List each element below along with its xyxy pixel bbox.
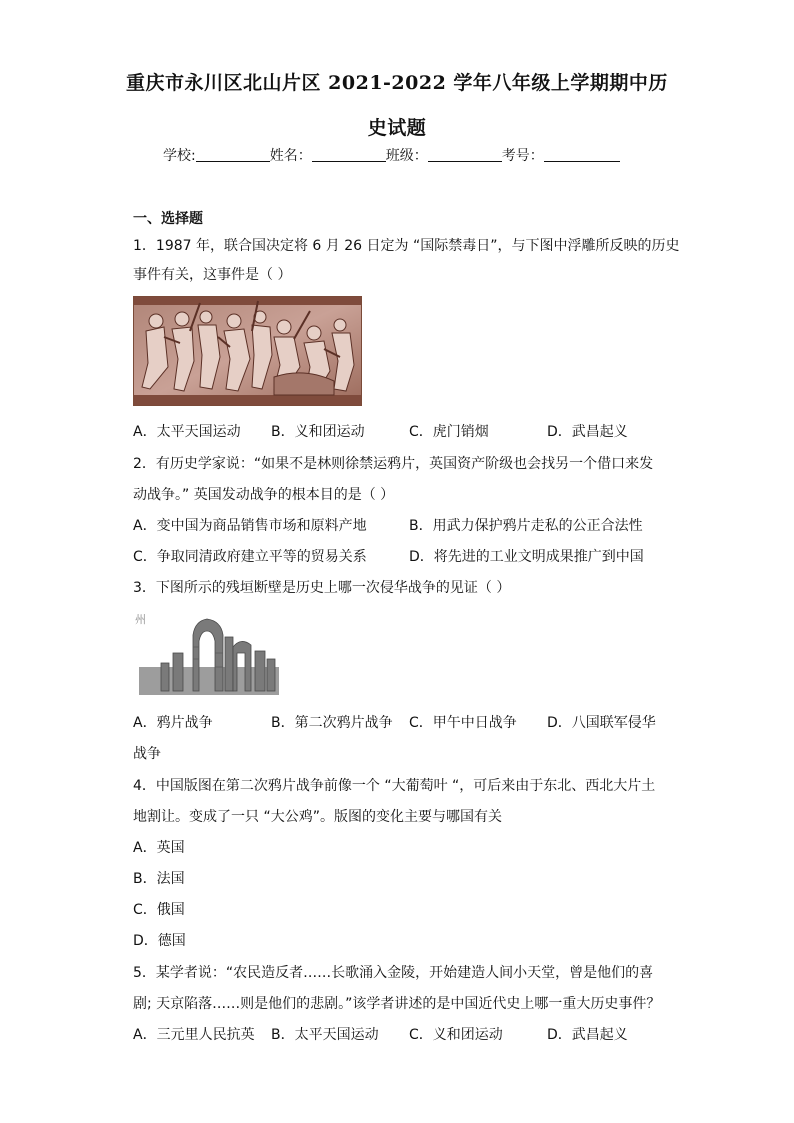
relief-sculpture-image (133, 296, 362, 406)
q5-option-c[interactable]: C．义和团运动 (409, 1027, 503, 1043)
school-blank[interactable] (196, 147, 270, 162)
q3-option-d-continued: 战争 (133, 746, 161, 762)
school-label: 学校: (163, 148, 196, 164)
q5-option-b[interactable]: B．太平天国运动 (271, 1027, 379, 1043)
q3-option-b[interactable]: B．第二次鸦片战争 (271, 715, 393, 731)
question-4-line-1: 4．中国版图在第二次鸦片战争前像一个 “大葡萄叶 “，可后来由于东北、西北大片土 (133, 778, 656, 794)
q3-option-a[interactable]: A．鸦片战争 (133, 715, 213, 731)
exam-no-blank[interactable] (544, 147, 620, 162)
class-label: 班级： (385, 148, 428, 164)
name-blank[interactable] (312, 147, 386, 162)
class-blank[interactable] (428, 147, 502, 162)
student-info-row (163, 145, 620, 165)
q3-option-c[interactable]: C．甲午中日战争 (409, 715, 517, 731)
q2-option-a[interactable]: A．变中国为商品销售市场和原料产地 (133, 518, 367, 534)
q1-option-a[interactable]: A．太平天国运动 (133, 424, 241, 440)
q2-option-d[interactable]: D．将先进的工业文明成果推广到中国 (409, 549, 644, 565)
q4-option-a[interactable]: A．英国 (133, 840, 185, 856)
exam-no-label: 考号： (501, 148, 544, 164)
q4-option-b[interactable]: B．法国 (133, 871, 185, 887)
question-5-line-2: 剧; 天京陷落……则是他们的悲剧。”该学者讲述的是中国近代史上哪一重大历史事件？ (133, 996, 661, 1012)
q2-option-c[interactable]: C．争取同清政府建立平等的贸易关系 (133, 549, 367, 565)
question-5-line-1: 5．某学者说：“农民造反者……长歌涌入金陵，开始建造人间小天堂，曾是他们的喜 (133, 965, 654, 981)
section-heading: 一、选择题 (133, 211, 203, 227)
q4-option-d[interactable]: D．德国 (133, 933, 186, 949)
page-title-line2: 史试题 (367, 117, 427, 139)
question-1-line-2: 事件有关，这事件是（ ） (133, 267, 292, 283)
q1-option-d[interactable]: D．武昌起义 (547, 424, 628, 440)
page-title-line1: 重庆市永川区北山片区 2021-2022 学年八年级上学期期中历 (126, 72, 668, 94)
q1-option-b[interactable]: B．义和团运动 (271, 424, 365, 440)
ruins-caption: 州 (135, 613, 146, 626)
q5-option-d[interactable]: D．武昌起义 (547, 1027, 628, 1043)
q1-option-c[interactable]: C．虎门销烟 (409, 424, 489, 440)
q5-option-a[interactable]: A．三元里人民抗英 (133, 1027, 255, 1043)
question-4-line-2: 地割让。变成了一只 “大公鸡”。版图的变化主要与哪国有关 (133, 809, 502, 825)
name-label: 姓名： (269, 148, 312, 164)
question-2-line-2: 动战争。” 英国发动战争的根本目的是（ ） (133, 487, 395, 503)
q2-option-b[interactable]: B．用武力保护鸦片走私的公正合法性 (409, 518, 643, 534)
q3-option-d[interactable]: D．八国联军侵华 (547, 715, 656, 731)
q4-option-c[interactable]: C．俄国 (133, 902, 185, 918)
question-1-line-1: 1．1987 年，联合国决定将 6 月 26 日定为 “国际禁毒日”，与下图中浮雕所反映的历史 (133, 238, 680, 254)
ruins-image (133, 607, 281, 695)
question-2-line-1: 2．有历史学家说：“如果不是林则徐禁运鸦片，英国资产阶级也会找另一个借口来发 (133, 456, 654, 472)
question-3-line-1: 3．下图所示的残垣断壁是历史上哪一次侵华战争的见证（ ） (133, 580, 511, 596)
